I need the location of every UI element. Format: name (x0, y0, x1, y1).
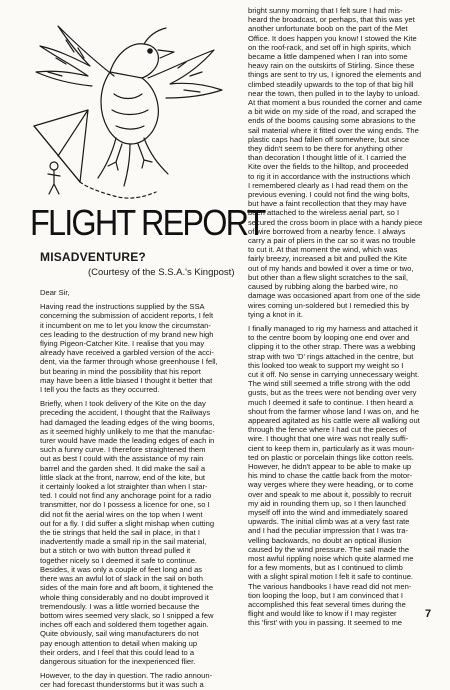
left-column (40, 288, 238, 690)
article-title: FLIGHT REPORT (30, 202, 265, 243)
right-wing (148, 50, 222, 98)
bird-body (101, 72, 158, 144)
kite-sail (34, 110, 88, 182)
left-wing (36, 26, 114, 86)
paragraph: However, to the day in question. The radio announ- cer had forecast thunderstorms but it was such a (40, 671, 213, 690)
salutation: Dear Sir, (40, 288, 70, 297)
kite-string (80, 182, 156, 198)
right-column (248, 6, 424, 628)
page-number: 7 (425, 608, 432, 620)
bird-beak (158, 50, 174, 58)
paragraph: bright sunny morning that I felt sure I had mis- heard the broadcast, or perhaps, that this was yet another unfortunate boob on the part of the Met Office. It does happen you know! I stowed the Kite on the roof-rack, and set off in high spirits, which became a little dampened when I ran into some heavy rain on the outskirts of Stirling. Since these things are sent to try us, I ignored the elements and climbed steadily upwards to the top of that big hill near the town, then pulled in to the layby to unload. At that moment a bus rounded the corner and came a bit wide on my side of the road, and scraped the ends of the booms causing some abrasions to the sail material where it fitted over the wing ends. The plastic caps had fallen off somewhere, but since they didn't seem to be there for anything other than decoration I thought little of it. I carried the Kite over the fields to the hilltop, and proceeded to rig it in accordance with the instructions which I remembered clearly as I had read them on the previous evening. I could not find the wing bolts, but have a faint recollection that they may have been attached to the wireless aerial part, so I secured the cross boom in place with a handy piece of wire borrowed from a nearby fence. I always carry a pair of pliers in the car so it was no trouble to cut it. At that moment the wind, which was fairly breezy, increased a bit and pulled the Kite out of my hands and bowled it over a time or two, but other than a flew slight scratches to the sail, caused by rubbing along the barbed wire, no damage was occasioned apart from one of the side wires coming un-soldered but I remedied this by tying a knot in it. (248, 6, 423, 319)
paragraph: Briefly, when I took delivery of the Kite on the day preceding the accident, I thought that the Railways had damaged the leading edges of the wing booms, as it seemed highly unlikely to me that the manufac- turer would have made the leading edges of each in such a funny curve. I therefore straightened them out as best I could with the assistance of my rain barrel and the garden shed. It did make the sail a little slack at the front, narrow, end of the kite, but it certainly looked a lot straighter than when I star- ted. I could not find any anchorage point for a radio transmitter, nor do I possess a licence for one, so I did not fit the aerial wires on the top when I went out for a fly. I did suffer a slight mishap when cutting the tie strings that held the sail in place, in that I inadvertently made a small rip in the sail material, but a stitch or two with button thread pulled it together nicely so I deemed it safe to continue. Besides, it was only a couple of feet long and as there was an awful lot of slack in the sail on both sides of the main fore and aft boom, it tightened the whole thing considerably and no doubt improved it tremendously. I was a little worried because the bottom wires seemed very slack, so I snipped a few inches off each and soldered them together again. Quite obviously, sail wing manufacturers do not pay enough attention to detail when making up their orders, and I feel that this could lead to a dangerous situation for the inexperienced flier. (40, 399, 215, 666)
paragraph: I finally managed to rig my harness and attached it to the centre boom by looping one end over and clipping it to the other strap. There was a webbing strap with two 'D' rings attached in the centre, but this looked too weak to support my weight so I cut it off. No sense in carrying unnecessary weight. The wind still seemed a trifle strong with the odd gusts, but as the trees were not bending over very much I deemed it safe to continue. I then heard a shout from the farmer whose land I was on, and he appeared agitated as his cattle were all walking out through the fence where I had cut the pieces of wire. I thought that one wire was not really suffi- cient to keep them in, particularly as it was moun- ted on plastic or porcelain things like cotton reels. However, he didn't appear to be able to make up his mind to chase the cattle back from the motor- way verges where they were heading, or to come over and speak to me about it, possibly to recruit my aid in rounding them up, so I then launched myself off into the wind and immediately soared upwards. The initial climb was at a very fast rate and I had the peculiar impression that I was tra- velling backwards, no doubt an optical illusion caused by the wind pressure. The sail made the most awful rippling noise which quite alarmed me for a few moments, but as I continued to climb with a slight spiral motion I felt it safe to continue. The various handbooks I have read did not men- tion looping the loop, but I am convinced that I accomplished this feat several times during the flight and would like to know if I may register this 'first' with you in passing. It seemed to me (248, 323, 420, 628)
pigeon-kite-illustration (18, 6, 228, 204)
pilot-figure (48, 170, 60, 194)
article-subtitle: MISADVENTURE? (40, 250, 146, 264)
paragraph: Having read the instructions supplied by the SSA concerning the submission of accident reports, I felt it incumbent on me to let you know the circumstan- ces leading to the destruction of my brand new high flying Pigeon-Catcher Kite. I realise that you may already have received a garbled version of the acci- dent, via the farmer through whose greenhouse I fell, but bearing in mind the possibility that his report may have been a little biased I thought it better that I tell you the facts as they occurred. (40, 302, 218, 395)
bird-tail (98, 138, 168, 186)
article-attribution: (Courtesy of the S.S.A.'s Kingpost) (88, 267, 235, 278)
